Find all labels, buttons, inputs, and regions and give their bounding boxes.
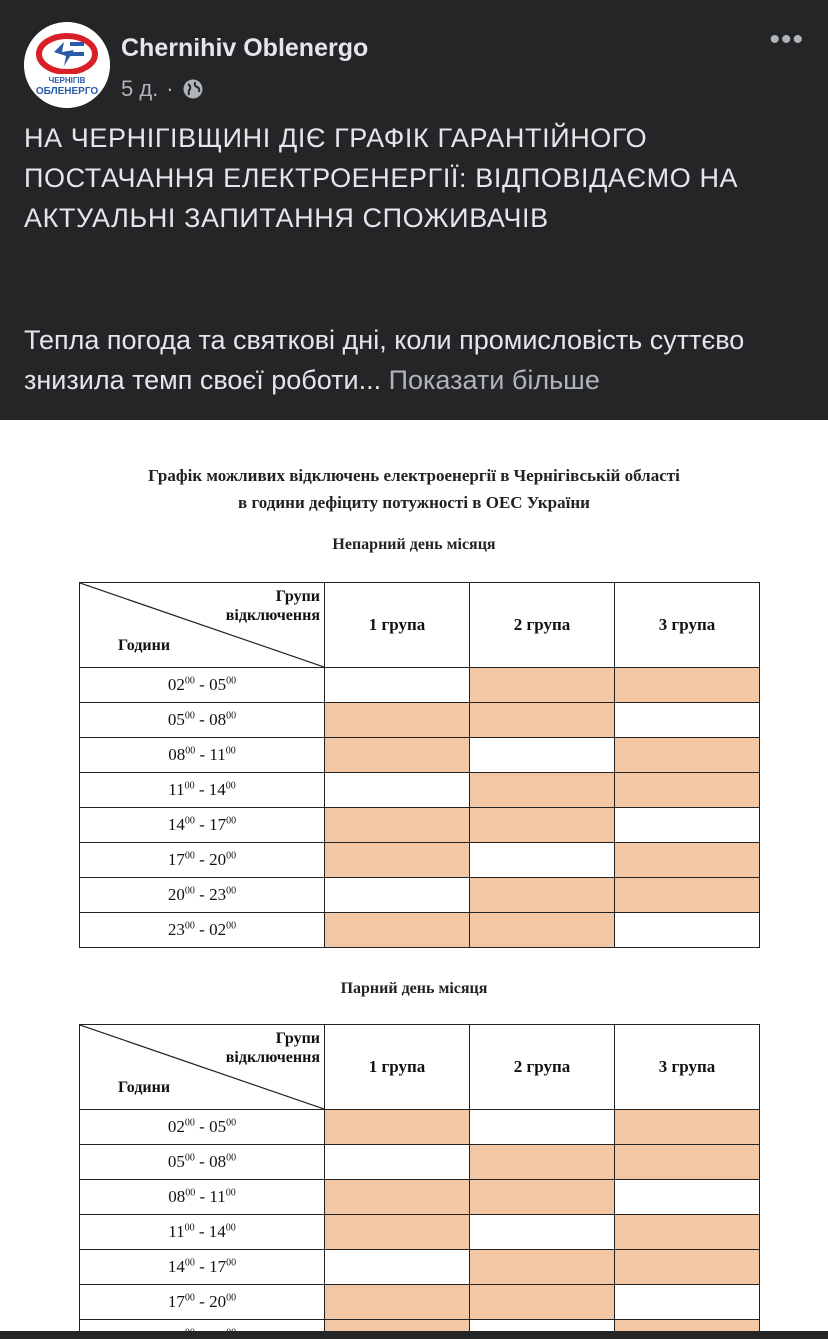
header-groups-line1: Групи [275, 588, 320, 605]
table-row [80, 843, 760, 878]
table-row [80, 913, 760, 948]
header-groups-line2: відключення [225, 607, 320, 624]
outage-cell [325, 703, 470, 738]
supply-cell [325, 773, 470, 808]
schedule-title-line2: в години дефіциту потужності в ОЕС України [238, 493, 590, 512]
post-time[interactable]: 5 д. [121, 76, 159, 101]
outage-cell [615, 843, 760, 878]
table-row [80, 1145, 760, 1180]
table-header-row [80, 583, 760, 668]
page-avatar[interactable] [24, 22, 110, 108]
schedule-subtitle: Парний день місяця [340, 980, 488, 997]
header-group-1: 1 група [325, 583, 470, 668]
post-meta [121, 76, 204, 102]
header-groups-label [226, 587, 320, 625]
time-range-cell: $17^{00} - 20^{00}$ [80, 843, 325, 878]
outage-cell [470, 808, 615, 843]
header-group-3: 3 група [615, 583, 760, 668]
supply-cell [325, 1145, 470, 1180]
header-groups-line1: Групи [275, 1030, 320, 1047]
supply-cell [470, 843, 615, 878]
time-range-cell: $11^{00} - 14^{00}$ [80, 1215, 325, 1250]
table-header-row [80, 1025, 760, 1110]
header-groups-label [226, 1029, 320, 1067]
table-row [80, 1110, 760, 1145]
table-row [80, 773, 760, 808]
header-groups-line2: відключення [225, 1049, 320, 1066]
oblenergo-logo-icon [24, 22, 110, 108]
schedule-image[interactable] [0, 420, 828, 1339]
supply-cell [470, 1110, 615, 1145]
header-hours-label: Години [118, 637, 171, 654]
header-group-1: 1 група [325, 1025, 470, 1110]
outage-cell [615, 1215, 760, 1250]
schedule-subtitle: Непарний день місяця [332, 536, 496, 553]
time-range-cell: $17^{00} - 20^{00}$ [80, 1285, 325, 1320]
time-range-cell: $05^{00} - 08^{00}$ [80, 703, 325, 738]
schedule-title-line1: Графік можливих відключень електроенергії в Чернігівській області [148, 466, 680, 485]
outage-cell [470, 668, 615, 703]
outage-cell [615, 773, 760, 808]
header-diagonal-cell [80, 1025, 325, 1110]
table-row [80, 668, 760, 703]
header-diagonal-cell [80, 583, 325, 668]
post-body-text: Тепла погода та святкові дні, коли промисловість суттєво знизила темп своєї роботи... [24, 325, 745, 395]
time-range-cell: $02^{00} - 05^{00}$ [80, 1110, 325, 1145]
outage-cell [615, 1145, 760, 1180]
time-range-cell: $14^{00} - 17^{00}$ [80, 1250, 325, 1285]
supply-cell [615, 913, 760, 948]
post-header [0, 0, 828, 420]
outage-cell [615, 1110, 760, 1145]
see-more-link[interactable]: Показати більше [388, 365, 600, 395]
outage-cell [470, 703, 615, 738]
table-row [80, 1180, 760, 1215]
outage-cell [615, 878, 760, 913]
meta-separator: · [166, 76, 174, 101]
logo-line2: ОБЛЕНЕРГО [35, 86, 99, 97]
outage-cell [470, 1180, 615, 1215]
time-range-cell: $14^{00} - 17^{00}$ [80, 808, 325, 843]
outage-cell [325, 1110, 470, 1145]
time-range-cell: $11^{00} - 14^{00}$ [80, 773, 325, 808]
header-group-3: 3 група [615, 1025, 760, 1110]
outage-cell [470, 1285, 615, 1320]
globe-icon [182, 78, 204, 100]
outage-cell [470, 773, 615, 808]
outage-cell [325, 738, 470, 773]
schedule-table [79, 582, 760, 948]
schedule-title [0, 462, 828, 516]
author-name[interactable]: Chernihiv Oblenergo [121, 34, 369, 62]
table-row [80, 878, 760, 913]
table-row [80, 738, 760, 773]
outage-cell [470, 913, 615, 948]
outage-cell [325, 1285, 470, 1320]
bottom-bar [0, 1331, 828, 1339]
time-range-cell: $08^{00} - 11^{00}$ [80, 738, 325, 773]
outage-cell [470, 1145, 615, 1180]
table-row [80, 1250, 760, 1285]
supply-cell [325, 668, 470, 703]
outage-cell [325, 1180, 470, 1215]
table-row [80, 1215, 760, 1250]
time-range-cell: $20^{00} - 23^{00}$ [80, 878, 325, 913]
outage-cell [615, 1250, 760, 1285]
outage-cell [325, 913, 470, 948]
outage-cell [325, 808, 470, 843]
table-row [80, 808, 760, 843]
outage-cell [615, 668, 760, 703]
outage-cell [325, 1215, 470, 1250]
header-group-2: 2 група [470, 583, 615, 668]
logo-line1: ЧЕРНІГІВ [48, 76, 86, 85]
header-hours-label: Години [118, 1079, 171, 1096]
supply-cell [615, 703, 760, 738]
outage-cell [470, 878, 615, 913]
time-range-cell: $05^{00} - 08^{00}$ [80, 1145, 325, 1180]
supply-cell [325, 1250, 470, 1285]
supply-cell [470, 738, 615, 773]
post-headline: НА ЧЕРНІГІВЩИНІ ДІЄ ГРАФІК ГАРАНТІЙНОГО ПОСТАЧАННЯ ЕЛЕКТРОЕНЕРГІЇ: ВІДПОВІДАЄМО НА АКТУАЛЬНІ ЗАПИТАННЯ СПОЖИВАЧІВ [24, 123, 739, 233]
time-range-cell: $08^{00} - 11^{00}$ [80, 1180, 325, 1215]
time-range-cell: $23^{00} - 02^{00}$ [80, 913, 325, 948]
post-body [24, 320, 814, 400]
header-group-2: 2 група [470, 1025, 615, 1110]
outage-cell [470, 1250, 615, 1285]
supply-cell [615, 808, 760, 843]
time-range-cell: $02^{00} - 05^{00}$ [80, 668, 325, 703]
more-options-icon[interactable]: ••• [769, 23, 804, 56]
supply-cell [325, 878, 470, 913]
outage-cell [615, 738, 760, 773]
outage-cell [325, 843, 470, 878]
schedule-table [79, 1024, 760, 1339]
supply-cell [615, 1285, 760, 1320]
table-row [80, 703, 760, 738]
supply-cell [470, 1215, 615, 1250]
supply-cell [615, 1180, 760, 1215]
table-row [80, 1285, 760, 1320]
